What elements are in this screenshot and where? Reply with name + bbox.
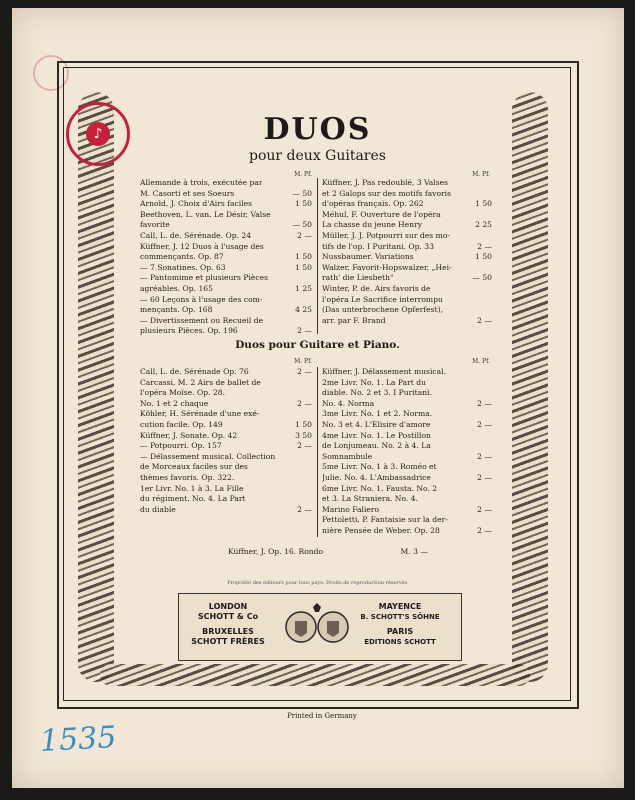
list-item: Nussbaumer. Variations 1 50 [322, 252, 492, 262]
rondo-price: M. 3 — [400, 547, 428, 556]
list-item: du diable 2 — [140, 504, 312, 514]
list-item: 6me Livr. No. 1. Fausta. No. 2 [322, 483, 438, 493]
publisher-mayence: MAYENCE B. SCHOTT'S SÖHNE PARIS EDITIONS SCHOTT [360, 602, 440, 646]
list-item: 3me Livr. No. 1 et 2. Norma. [322, 409, 433, 419]
list-item: (Das unterbrochene Opferfest), [322, 305, 443, 315]
printed-in-germany: Printed in Germany [287, 712, 357, 720]
list-item: — Délassement musical. Collection [140, 451, 276, 461]
crest-icon [283, 603, 351, 649]
list-item: mençants. Op. 168 4 25 [140, 305, 312, 315]
list-item: Pettoletti, P. Fantaisie sur la der- [322, 515, 448, 525]
list-item: Küffner, J. Sonate. Op. 42 3 50 [140, 430, 312, 440]
list-item: d'opéras français. Op. 262 1 50 [322, 199, 492, 209]
list-item: Walzer, Favorit-Hopswalzer, „Hei- [322, 262, 452, 272]
list-item: de Lonjumeau. No. 2 à 4. La [322, 441, 431, 451]
list-item: Julie. No. 4. L'Ambassadrice 2 — [322, 472, 492, 482]
list-item: plusieurs Pièces. Op. 196 2 — [140, 326, 312, 336]
list-item: — Potpourri. Op. 157 2 — [140, 441, 312, 451]
list-item: No. 1 et 2 chaque 2 — [140, 398, 312, 408]
list-guitar-piano-right [322, 367, 492, 537]
list-item: commençants. Op. 87 1 50 [140, 252, 312, 262]
list-item: et 3. La Straniera. No. 4. [322, 494, 418, 504]
list-item: No. 4. Norma 2 — [322, 398, 492, 408]
list-item: Allemande à trois, exécutée par [140, 178, 263, 187]
list-item: et 2 Galops sur des motifs favoris [322, 188, 451, 198]
list-item: thèmes favoris. Op. 322. [140, 472, 235, 482]
list-item: 5me Livr. No. 1 à 3. Roméo et [322, 462, 437, 472]
list-item: — 60 Leçons à l'usage des com- [140, 294, 263, 304]
list-item: Méhul, F. Ouverture de l'opéra [322, 209, 441, 219]
list-item: Marino Faliero 2 — [322, 504, 492, 514]
column-divider-2 [317, 367, 318, 537]
list-guitar-piano-left [140, 367, 312, 515]
column-header-left: M. Pf. [294, 171, 312, 178]
list-item: l'opéra Moïse. Op. 28. [140, 388, 225, 398]
list-item: Arnold, J. Choix d'Airs faciles 1 50 [140, 199, 312, 209]
list-item: Winter, P. de. Airs favoris de [322, 283, 431, 293]
list-item: l'opéra Le Sacrifice interrompu [322, 294, 443, 304]
list-item: Call, L. de. Sérénade. Op. 24 2 — [140, 230, 312, 240]
rondo-title: Küffner, J. Op. 16. Rondo [228, 547, 324, 556]
section-title-guitar-piano: Duos pour Guitare et Piano. [235, 339, 400, 351]
rights-notice: Propriété des éditeurs pour tous pays. Droits de reproduction réservés. [227, 580, 409, 586]
list-item: diable. No. 2 et 3. I Puritani. [322, 388, 432, 398]
list-guitars-right [322, 178, 492, 326]
royal-crest-emblem [283, 603, 351, 649]
column-header-left-2: M. Pf. [294, 358, 312, 365]
list-item: tifs de l'op. I Puritani. Op. 33 2 — [322, 241, 492, 251]
left-garland-ornament [78, 92, 114, 682]
list-item: rath' die Liesbeth" — 50 [322, 273, 492, 283]
right-garland-ornament [512, 92, 548, 682]
handwritten-number: 1535 [39, 720, 118, 759]
list-item: de Morceaux faciles sur des [140, 462, 248, 472]
column-header-right: M. Pf. [472, 171, 490, 178]
list-guitars-left [140, 178, 312, 337]
list-item: nière Pensée de Weber. Op. 28 2 — [322, 525, 492, 535]
list-item: — 7 Sonatines. Op. 63 1 50 [140, 262, 312, 272]
list-item: du régiment. No. 4. La Part [140, 494, 246, 504]
list-item: cution facile. Op. 149 1 50 [140, 419, 312, 429]
column-header-right-2: M. Pf. [472, 358, 490, 365]
list-item: Küffner, J. Délassement musical. [322, 367, 446, 376]
list-item: agréables. Op. 165 1 25 [140, 283, 312, 293]
list-item: Somnambule 2 — [322, 451, 492, 461]
list-item: 1er Livr. No. 1 à 3. La Fille [140, 483, 244, 493]
page-title: DUOS [263, 112, 372, 147]
list-item: — Divertissement ou Recueil de [140, 315, 264, 325]
list-item: M. Casorti et ses Soeurs — 50 [140, 188, 312, 198]
list-item: Call, L. de. Sérénade Op. 76 2 — [140, 367, 312, 376]
column-divider [317, 178, 318, 334]
list-item: Carcassi, M. 2 Airs de ballet de [140, 377, 261, 387]
list-item: Müller, J. J. Potpourri sur des mo- [322, 230, 450, 240]
list-item: Köhler, H. Sérénade d'une exé- [140, 409, 260, 419]
publisher-london: LONDON SCHOTT & Co BRUXELLES SCHOTT FRÈRES [191, 602, 265, 646]
list-item: arr. par F. Brand 2 — [322, 315, 492, 325]
stamp-center: ♪ [86, 122, 110, 146]
bottom-garland-ornament [100, 664, 530, 686]
list-item: Küffner, J. Pas redoublé, 3 Valses [322, 178, 449, 187]
list-item: 4me Livr. No. 1. Le Postillon [322, 430, 431, 440]
page-subtitle: pour deux Guitares [249, 148, 386, 164]
list-item: La chasse du jeune Henry 2 25 [322, 220, 492, 230]
list-item: Küffner, J. 12 Duos à l'usage des [140, 241, 264, 251]
list-item: favorite — 50 [140, 220, 312, 230]
list-item: No. 3 et 4. L'Elisire d'amore 2 — [322, 419, 492, 429]
rondo-line [228, 547, 428, 558]
list-item: Beethoven, L. van. Le Désir, Valse [140, 209, 271, 219]
list-item: 2me Livr. No. 1. La Part du [322, 377, 427, 387]
list-item: — Pantomime et plusieurs Pièces [140, 273, 269, 283]
